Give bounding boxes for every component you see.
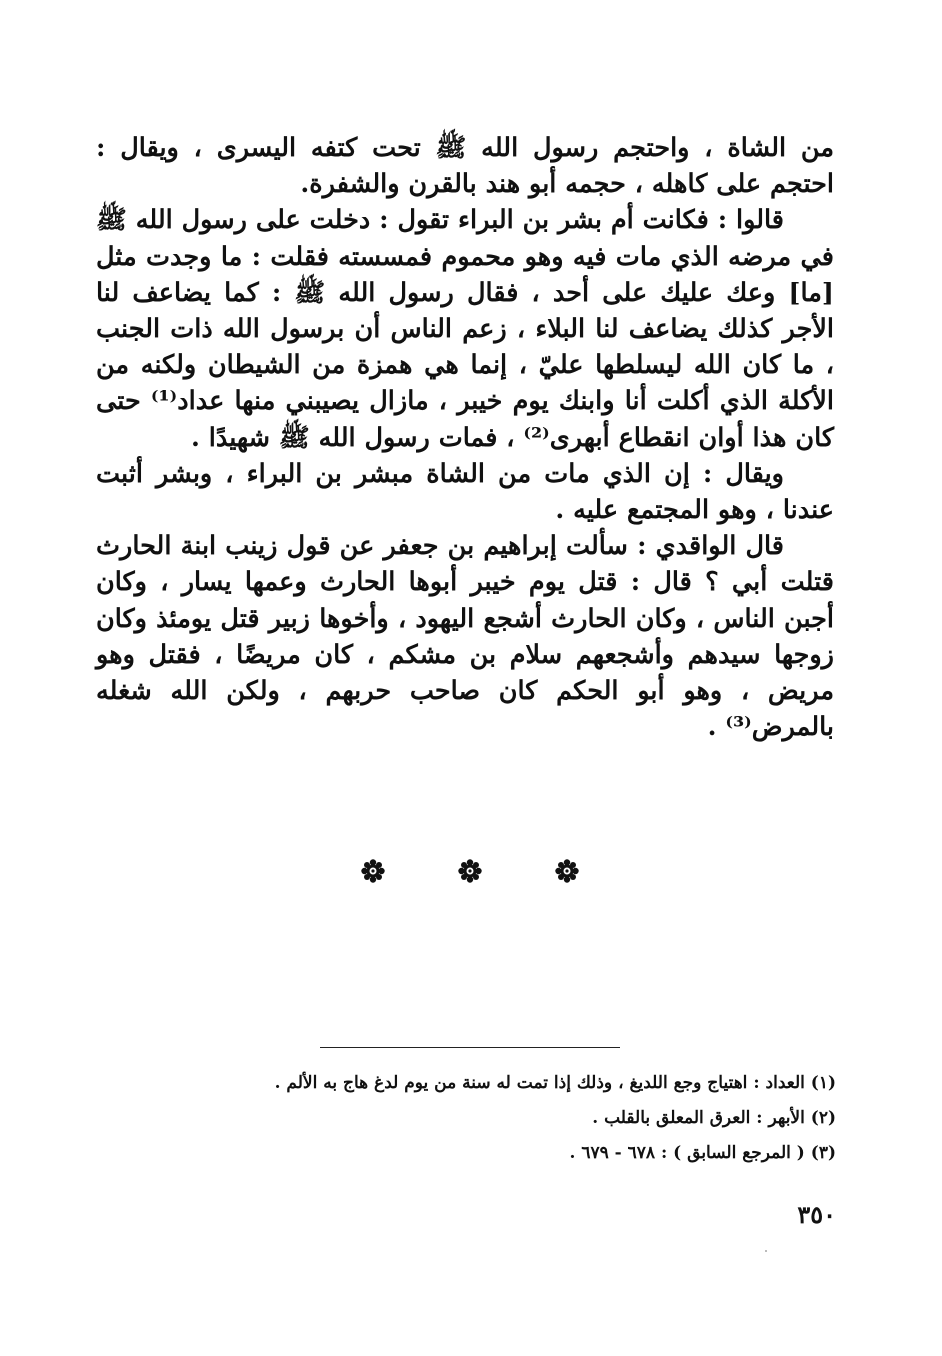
flower-ornament-icon: [554, 858, 580, 884]
scan-speck: [765, 1250, 767, 1252]
paragraph-2: قالوا : فكانت أم بشر بن البراء تقول : دخلت على رسول الله ﷺ في مرضه الذي مات فيه وهو محموم فمسسته فقلت : ما وجدت مثل [ما] وعك عليك على أحد ، فقال رسول الله ﷺ : كما يضاعف لنا الأجر كذلك يضاعف لنا البلاء ، زعم الناس أن برسول الله ذات الجنب ، ما كان الله ليسلطها عليّ ، إنما هي همزة من الشيطان ولكنه من الأكلة الذي أكلت أنا وابنك يوم خيبر ، مازال يصيبني منها عداد⁽¹⁾ حتى كان هذا أوان انقطاع أبهرى⁽²⁾ ، فمات رسول الله ﷺ شهيدًا .: [96, 205, 834, 453]
paragraph-1: من الشاة ، واحتجم رسول الله ﷺ تحت كتفه اليسرى ، ويقال : احتجم على كاهله ، حجمه أبو هند بالقرن والشفرة.: [96, 133, 834, 200]
flower-ornament-icon: [457, 858, 483, 884]
paragraph-4: قال الواقدي : سألت إبراهيم بن جعفر عن قول زينب ابنة الحارث قتلت أبي ؟ قال : قتل يوم خيبر أبوها الحارث وعمها يسار ، وكان أجبن الناس ، وكان الحارث أشجع اليهود ، وأخوها زبير قتل يومئذ وكان زوجها سيدهم وأشجعهم سلام بن مشكم ، كان مريضًا ، فقتل وهو مريض ، وهو أبو الحكم كان صاحب حربهم ، ولكن الله شغله بالمرض⁽³⁾ .: [96, 531, 834, 743]
section-divider: [360, 853, 580, 889]
footnote-3: (٣) ( المرجع السابق ) : ٦٧٨ - ٦٧٩ .: [569, 1143, 836, 1163]
page-number: ٣٥٠: [797, 1200, 836, 1229]
main-text: [96, 130, 834, 745]
paragraph-3: ويقال : إن الذي مات من الشاة مبشر بن البراء ، وبشر أثبت عندنا ، وهو المجتمع عليه .: [96, 458, 834, 526]
footnotes: [180, 1066, 836, 1171]
flower-ornament-icon: [360, 858, 386, 884]
footnote-1: (١) العداد : اهتياج وجع اللديغ ، وذلك إذا تمت له سنة من يوم لدغ هاج به الألم .: [274, 1073, 836, 1093]
footnote-2: (٢) الأبهر : العرق المعلق بالقلب .: [592, 1108, 836, 1128]
footnote-separator: [320, 1047, 620, 1048]
